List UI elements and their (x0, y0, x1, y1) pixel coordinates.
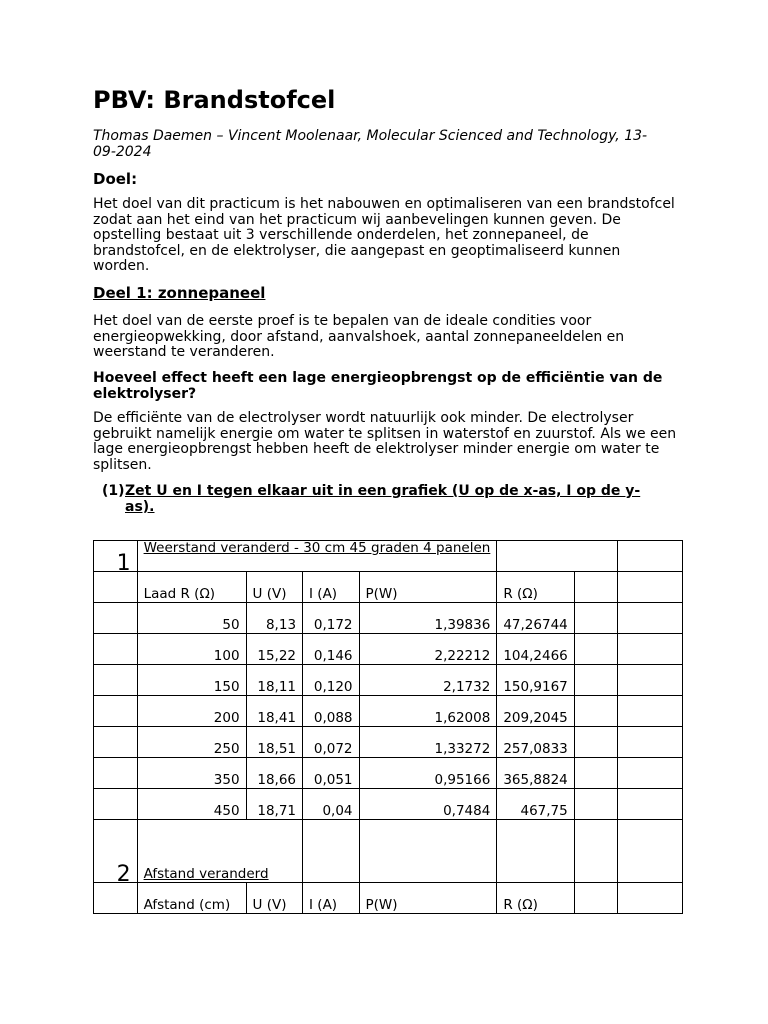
table-row (94, 634, 683, 665)
question-paragraph: De efficiënte van de electrolyser wordt natuurlijk ook minder. De electrolyser gebruikt namelijk energie om water te splitsen in waterstof en zuurstof. Als we een lage energieopbrengst hebben heeft de elektrolyser minder energie om water te splitsen. (93, 410, 677, 473)
section2-label: Afstand veranderd (137, 820, 302, 883)
section1-label: Weerstand veranderd - 30 cm 45 graden 4 panelen (137, 541, 497, 572)
cell-u: 18,66 (246, 758, 302, 789)
cell-laad-r: 350 (137, 758, 246, 789)
col-header-laad-r: Laad R (Ω) (137, 572, 246, 603)
assignment-item (102, 483, 662, 515)
cell-u: 18,71 (246, 789, 302, 820)
col-header-i: I (A) (303, 572, 359, 603)
authors-line: Thomas Daemen – Vincent Moolenaar, Molecular Scienced and Technology, 13-09-2024 (93, 128, 648, 160)
table-row (94, 603, 683, 634)
cell-i: 0,088 (303, 696, 359, 727)
deel1-paragraph: Het doel van de eerste proef is te bepalen van de ideale condities voor energieopwekking, door afstand, aanvalshoek, aantal zonnepaneeldelen en weerstand te veranderen. (93, 313, 625, 361)
cell-p: 1,33272 (359, 727, 497, 758)
assignment-number: (1) (102, 483, 125, 499)
section2-header-row (94, 883, 683, 914)
table-row (94, 696, 683, 727)
col-header-i: I (A) (303, 883, 359, 914)
cell-u: 18,41 (246, 696, 302, 727)
cell-p: 0,7484 (359, 789, 497, 820)
cell-laad-r: 50 (137, 603, 246, 634)
cell-i: 0,072 (303, 727, 359, 758)
cell-i: 0,051 (303, 758, 359, 789)
cell-u: 15,22 (246, 634, 302, 665)
cell-p: 2,22212 (359, 634, 497, 665)
cell-p: 0,95166 (359, 758, 497, 789)
cell-laad-r: 250 (137, 727, 246, 758)
cell-i: 0,172 (303, 603, 359, 634)
cell-r: 47,26744 (497, 603, 574, 634)
cell-p: 1,39836 (359, 603, 497, 634)
cell-r: 257,0833 (497, 727, 574, 758)
section2-title-row (94, 820, 683, 883)
section1-header-row (94, 572, 683, 603)
cell-laad-r: 200 (137, 696, 246, 727)
cell-i: 0,146 (303, 634, 359, 665)
col-header-afstand: Afstand (cm) (137, 883, 246, 914)
measurement-table (93, 540, 683, 914)
cell-p: 1,62008 (359, 696, 497, 727)
cell-i: 0,120 (303, 665, 359, 696)
table-row (94, 758, 683, 789)
table-row (94, 789, 683, 820)
cell-laad-r: 100 (137, 634, 246, 665)
cell-u: 8,13 (246, 603, 302, 634)
cell-r: 365,8824 (497, 758, 574, 789)
deel1-heading: Deel 1: zonnepaneel (93, 284, 266, 302)
cell-u: 18,51 (246, 727, 302, 758)
col-header-p: P(W) (359, 883, 497, 914)
col-header-r: R (Ω) (497, 572, 574, 603)
cell-r: 209,2045 (497, 696, 574, 727)
cell-i: 0,04 (303, 789, 359, 820)
section1-number: 1 (94, 541, 138, 572)
assignment-text: Zet U en I tegen elkaar uit in een grafiek (U op de x-as, I op de y-as). (125, 483, 641, 515)
cell-r: 150,9167 (497, 665, 574, 696)
cell-u: 18,11 (246, 665, 302, 696)
cell-r: 467,75 (497, 789, 574, 820)
table-row (94, 727, 683, 758)
cell-laad-r: 150 (137, 665, 246, 696)
col-header-u: U (V) (246, 572, 302, 603)
section2-number: 2 (94, 820, 138, 883)
table-row (94, 665, 683, 696)
col-header-r: R (Ω) (497, 883, 574, 914)
col-header-u: U (V) (246, 883, 302, 914)
col-header-p: P(W) (359, 572, 497, 603)
doel-heading: Doel: (93, 170, 138, 188)
doel-paragraph: Het doel van dit practicum is het nabouwen en optimaliseren van een brandstofcel zodat aan het eind van het practicum wij aanbevelingen kunnen geven. De opstelling bestaat uit 3 verschillende onderdelen, het zonnepaneel, de brandstofcel, en de elektrolyser, die aangepast en geoptimaliseerd kunnen worden. (93, 196, 675, 275)
cell-r: 104,2466 (497, 634, 574, 665)
cell-p: 2,1732 (359, 665, 497, 696)
question-heading: Hoeveel effect heeft een lage energieopbrengst op de efficiëntie van de elektrolyser? (93, 370, 663, 402)
cell-laad-r: 450 (137, 789, 246, 820)
section1-title-row (94, 541, 683, 572)
document-title: PBV: Brandstofcel (93, 86, 336, 114)
